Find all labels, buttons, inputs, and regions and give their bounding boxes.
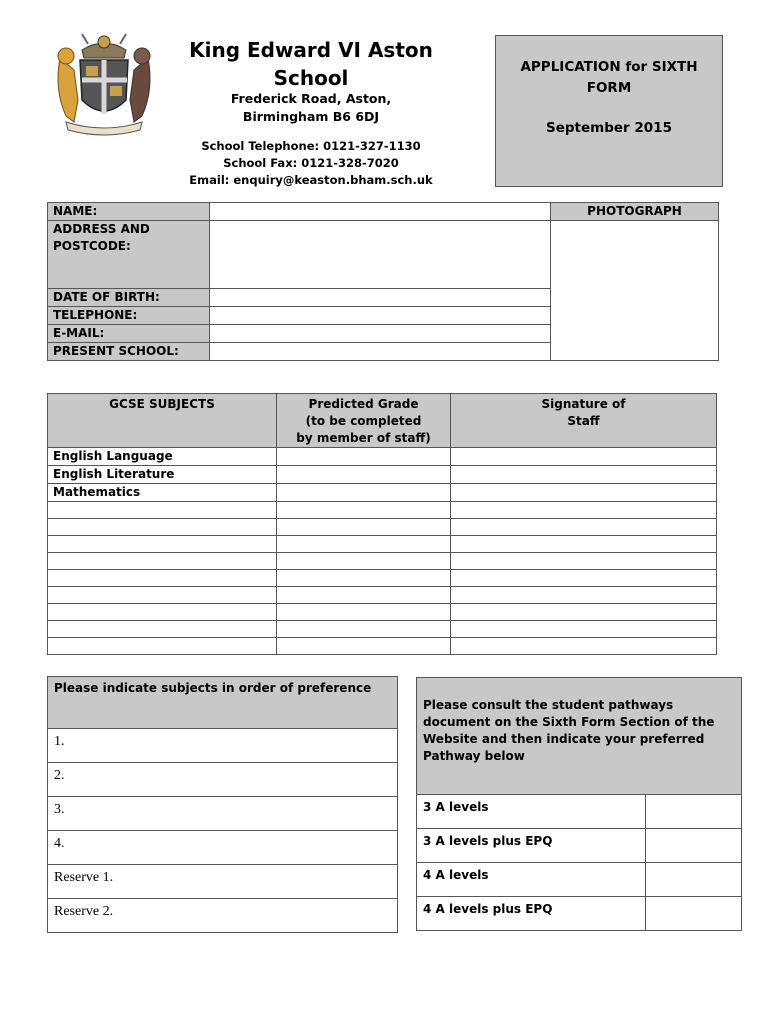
school-contact: [170, 138, 452, 189]
pathway-checkbox[interactable]: [646, 863, 742, 897]
preference-item[interactable]: 3.: [48, 797, 398, 831]
gcse-subject: English Language: [48, 448, 277, 466]
dob-label: DATE OF BIRTH:: [48, 289, 210, 307]
preferences-heading: Please indicate subjects in order of preference: [48, 677, 398, 729]
grade-cell[interactable]: [277, 536, 451, 553]
gcse-table: [47, 393, 717, 655]
pathway-option: 4 A levels: [417, 863, 646, 897]
signature-cell[interactable]: [451, 604, 717, 621]
gcse-subject-blank[interactable]: [48, 570, 277, 587]
preference-item[interactable]: 2.: [48, 763, 398, 797]
telephone-field[interactable]: [210, 307, 551, 325]
gcse-subject-blank[interactable]: [48, 638, 277, 655]
preference-item[interactable]: 4.: [48, 831, 398, 865]
grade-cell[interactable]: [277, 448, 451, 466]
predicted-grade-header: Predicted Grade (to be completed by member of staff): [277, 394, 451, 448]
gcse-subject-blank[interactable]: [48, 536, 277, 553]
school-address: Frederick Road, Aston, Birmingham B6 6DJ: [230, 91, 392, 124]
grade-cell[interactable]: [277, 570, 451, 587]
grade-cell[interactable]: [277, 484, 451, 502]
school-name: King Edward VI Aston School: [189, 38, 433, 90]
name-field[interactable]: [210, 203, 551, 221]
pathway-checkbox[interactable]: [646, 829, 742, 863]
school-fax: School Fax: 0121-328-7020: [223, 156, 399, 170]
grade-cell[interactable]: [277, 587, 451, 604]
signature-cell[interactable]: [451, 553, 717, 570]
address-label: ADDRESS AND POSTCODE:: [48, 221, 210, 289]
name-label: NAME:: [48, 203, 210, 221]
gcse-subject: Mathematics: [48, 484, 277, 502]
school-email: Email: enquiry@keaston.bham.sch.uk: [189, 173, 433, 187]
email-label: E-MAIL:: [48, 325, 210, 343]
preference-item[interactable]: Reserve 2.: [48, 899, 398, 933]
preferences-table: [47, 676, 398, 933]
signature-cell[interactable]: [451, 448, 717, 466]
signature-header: Signature of Staff: [451, 394, 717, 448]
pathway-option: 3 A levels plus EPQ: [417, 829, 646, 863]
grade-cell[interactable]: [277, 638, 451, 655]
gcse-subject-blank[interactable]: [48, 502, 277, 519]
pathways-heading: Please consult the student pathways document on the Sixth Form Section of the Website and then indicate your preferred Pathway below: [417, 678, 742, 795]
grade-cell[interactable]: [277, 553, 451, 570]
application-title-box: APPLICATION for SIXTH FORM September 2015: [495, 35, 723, 187]
dob-field[interactable]: [210, 289, 551, 307]
application-date: September 2015: [546, 120, 672, 136]
signature-cell[interactable]: [451, 466, 717, 484]
preference-item[interactable]: 1.: [48, 729, 398, 763]
preference-item[interactable]: Reserve 1.: [48, 865, 398, 899]
gcse-subject-blank[interactable]: [48, 621, 277, 638]
present-school-field[interactable]: [210, 343, 551, 361]
grade-cell[interactable]: [277, 519, 451, 536]
grade-cell[interactable]: [277, 604, 451, 621]
photograph-label: PHOTOGRAPH: [551, 203, 719, 221]
signature-cell[interactable]: [451, 587, 717, 604]
gcse-subject-blank[interactable]: [48, 587, 277, 604]
signature-cell[interactable]: [451, 621, 717, 638]
email-field[interactable]: [210, 325, 551, 343]
school-crest-logo: [52, 30, 156, 138]
signature-cell[interactable]: [451, 519, 717, 536]
gcse-subject: English Literature: [48, 466, 277, 484]
gcse-subjects-header: GCSE SUBJECTS: [48, 394, 277, 448]
gcse-subject-blank[interactable]: [48, 553, 277, 570]
present-school-label: PRESENT SCHOOL:: [48, 343, 210, 361]
gcse-subject-blank[interactable]: [48, 519, 277, 536]
signature-cell[interactable]: [451, 502, 717, 519]
pathways-table: [416, 677, 742, 931]
grade-cell[interactable]: [277, 466, 451, 484]
pathway-option: 4 A levels plus EPQ: [417, 897, 646, 931]
gcse-subject-blank[interactable]: [48, 604, 277, 621]
signature-cell[interactable]: [451, 570, 717, 587]
signature-cell[interactable]: [451, 638, 717, 655]
grade-cell[interactable]: [277, 502, 451, 519]
school-telephone: School Telephone: 0121-327-1130: [201, 139, 421, 153]
applicant-details-table: [47, 202, 719, 361]
address-field[interactable]: [210, 221, 551, 289]
signature-cell[interactable]: [451, 536, 717, 553]
grade-cell[interactable]: [277, 621, 451, 638]
pathway-option: 3 A levels: [417, 795, 646, 829]
pathway-checkbox[interactable]: [646, 897, 742, 931]
photograph-box[interactable]: [551, 221, 719, 361]
pathway-checkbox[interactable]: [646, 795, 742, 829]
signature-cell[interactable]: [451, 484, 717, 502]
telephone-label: TELEPHONE:: [48, 307, 210, 325]
